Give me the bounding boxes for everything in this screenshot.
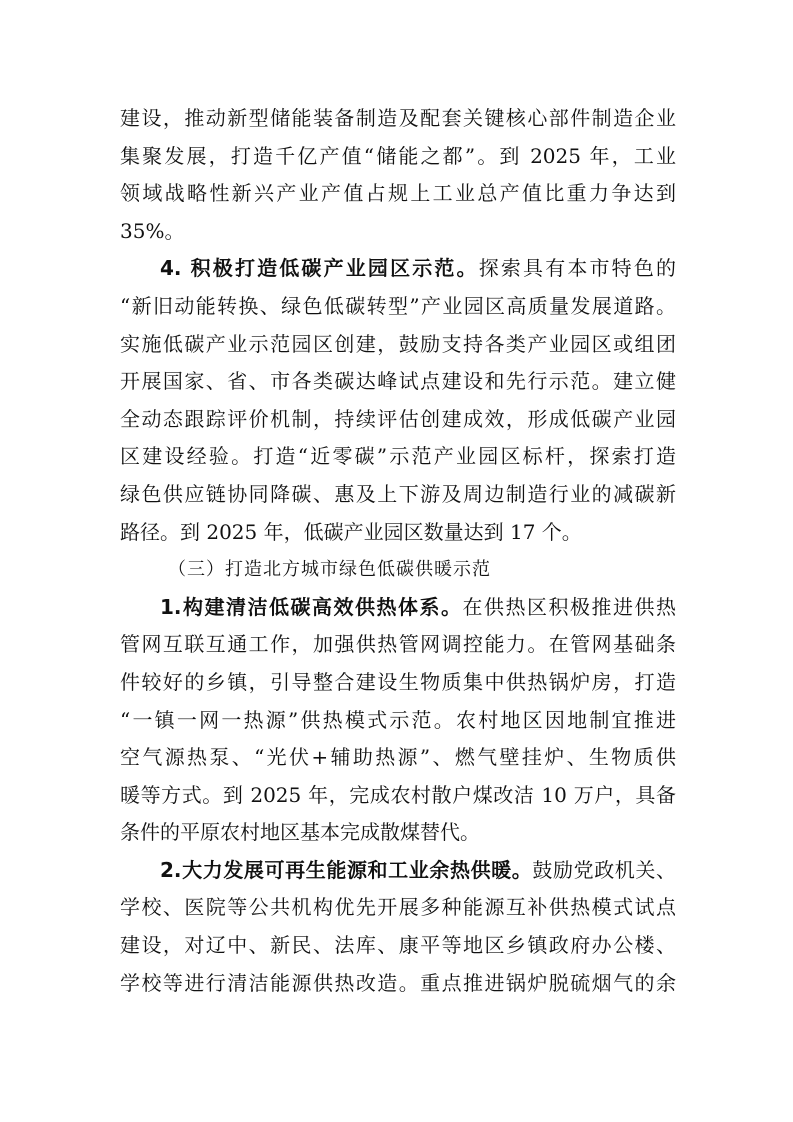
text-line: 实施低碳产业示范园区创建，鼓励支持各类产业园区或组团 [120,331,676,356]
section-heading: （三）打造北方城市绿色低碳供暖示范 [168,559,491,581]
text-line: 路径。到 2025 年，低碳产业园区数量达到 17 个。 [120,519,582,544]
item-1-text: 在供热区积极推进供热 [462,594,677,619]
text-line: 开展国家、省、市各类碳达峰试点建设和先行示范。建立健 [120,369,676,394]
item-4-text: 探索具有本市特色的 [478,256,676,281]
text-line: 空气源热泵、“光伏+辅助热源”、燃气壁挂炉、生物质供 [120,745,676,770]
item-1-heading: 1.构建清洁低碳高效供热体系。 [160,594,463,619]
text-line: 领域战略性新兴产业产值占规上工业总产值比重力争达到 [120,181,676,206]
text-line: “新旧动能转换、绿色低碳转型”产业园区高质量发展道路。 [120,293,676,318]
text-line: 条件的平原农村地区基本完成散煤替代。 [120,820,480,845]
text-line: 全动态跟踪评价机制，持续评估创建成效，形成低碳产业园 [120,406,676,431]
item-2-heading: 2.大力发展可再生能源和工业余热供暖。 [160,857,533,882]
item-4-heading: 4. 积极打造低碳产业园区示范。 [160,256,479,281]
text-line: “一镇一网一热源”供热模式示范。农村地区因地制宜推进 [120,707,676,732]
text-line: 学校等进行清洁能源供热改造。重点推进锅炉脱硫烟气的余 [120,970,676,995]
text-line: 暖等方式。到 2025 年，完成农村散户煤改洁 10 万户，具备 [120,782,676,807]
document-page [120,100,676,1002]
text-line: 集聚发展，打造千亿产值“储能之都”。到 2025 年，工业 [120,143,676,168]
text-line: 建设，对辽中、新民、法库、康平等地区乡镇政府办公楼、 [120,933,676,958]
item-4-first-line [120,250,676,288]
text-line: 建设，推动新型储能装备制造及配套关键核心部件制造企业 [120,106,676,130]
text-line: 管网互联互通工作，加强供热管网调控能力。在管网基础条 [120,632,676,657]
text-line: 区建设经验。打造“近零碳”示范产业园区标杆，探索打造 [120,444,676,469]
text-line: 35%。 [120,218,185,243]
item-2-text: 鼓励党政机关、 [532,857,677,882]
text-line: 件较好的乡镇，引导整合建设生物质集中供热锅炉房，打造 [120,669,676,694]
item-2-first-line [120,852,676,890]
text-line: 学校、医院等公共机构优先开展多种能源互补供热模式试点 [120,895,676,920]
item-1-first-line [120,589,676,627]
text-line: 绿色供应链协同降碳、惠及上下游及周边制造行业的减碳新 [120,481,676,506]
